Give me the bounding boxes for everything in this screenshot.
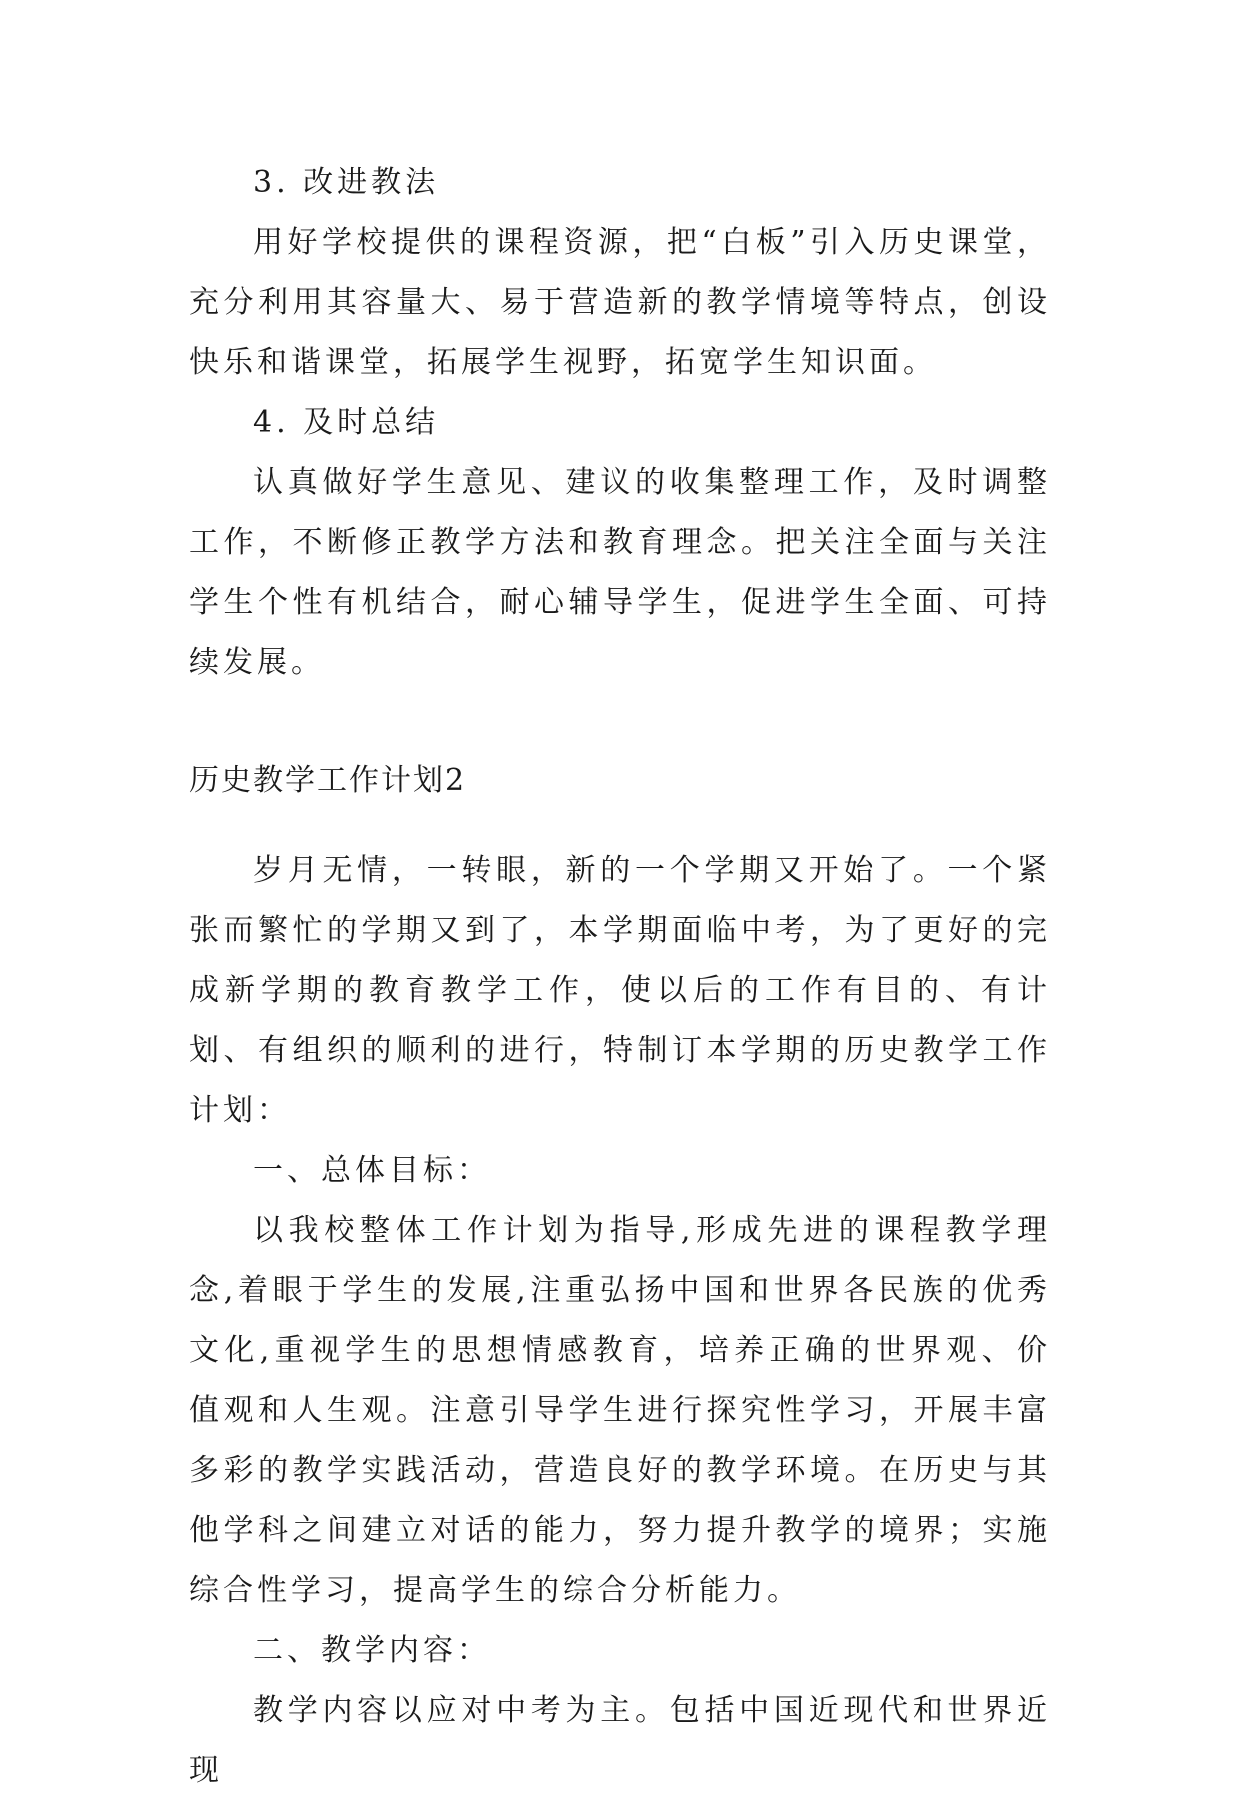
paragraph-teaching-content: 教学内容以应对中考为主。包括中国近现代和世界近现 — [189, 1693, 1051, 1788]
subheading-overall-goal: 一、总体目标： — [253, 1153, 491, 1188]
paragraph-improve-teaching: 用好学校提供的课程资源，把“白板”引入历史课堂，充分利用其容量大、易于营造新的教学情境等特点，创设快乐和谐课堂，拓展学生视野，拓宽学生知识面。 — [189, 225, 1051, 380]
subheading-teaching-content: 二、教学内容： — [253, 1633, 491, 1668]
document-body — [189, 153, 1051, 1801]
section-title-plan-2: 历史教学工作计划2 — [189, 763, 467, 798]
paragraph-overall-goal: 以我校整体工作计划为指导,形成先进的课程教学理念,着眼于学生的发展,注重弘扬中国和世界各民族的优秀文化,重视学生的思想情感教育，培养正确的世界观、价值观和人生观。注意引导学生进行探究性学习，开展丰富多彩的教学实践活动，营造良好的教学环境。在历史与其他学科之间建立对话的能力，努力提升教学的境界；实施综合性学习，提高学生的综合分析能力。 — [189, 1213, 1051, 1608]
subheading-timely-summary: 4. 及时总结 — [253, 405, 440, 440]
subheading-improve-teaching: 3. 改进教法 — [253, 165, 440, 200]
paragraph-timely-summary: 认真做好学生意见、建议的收集整理工作，及时调整工作，不断修正教学方法和教育理念。把关注全面与关注学生个性有机结合，耐心辅导学生，促进学生全面、可持续发展。 — [189, 465, 1051, 680]
paragraph-intro: 岁月无情，一转眼，新的一个学期又开始了。一个紧张而繁忙的学期又到了，本学期面临中考，为了更好的完成新学期的教育教学工作，使以后的工作有目的、有计划、有组织的顺利的进行，特制订本学期的历史教学工作计划： — [189, 853, 1051, 1128]
